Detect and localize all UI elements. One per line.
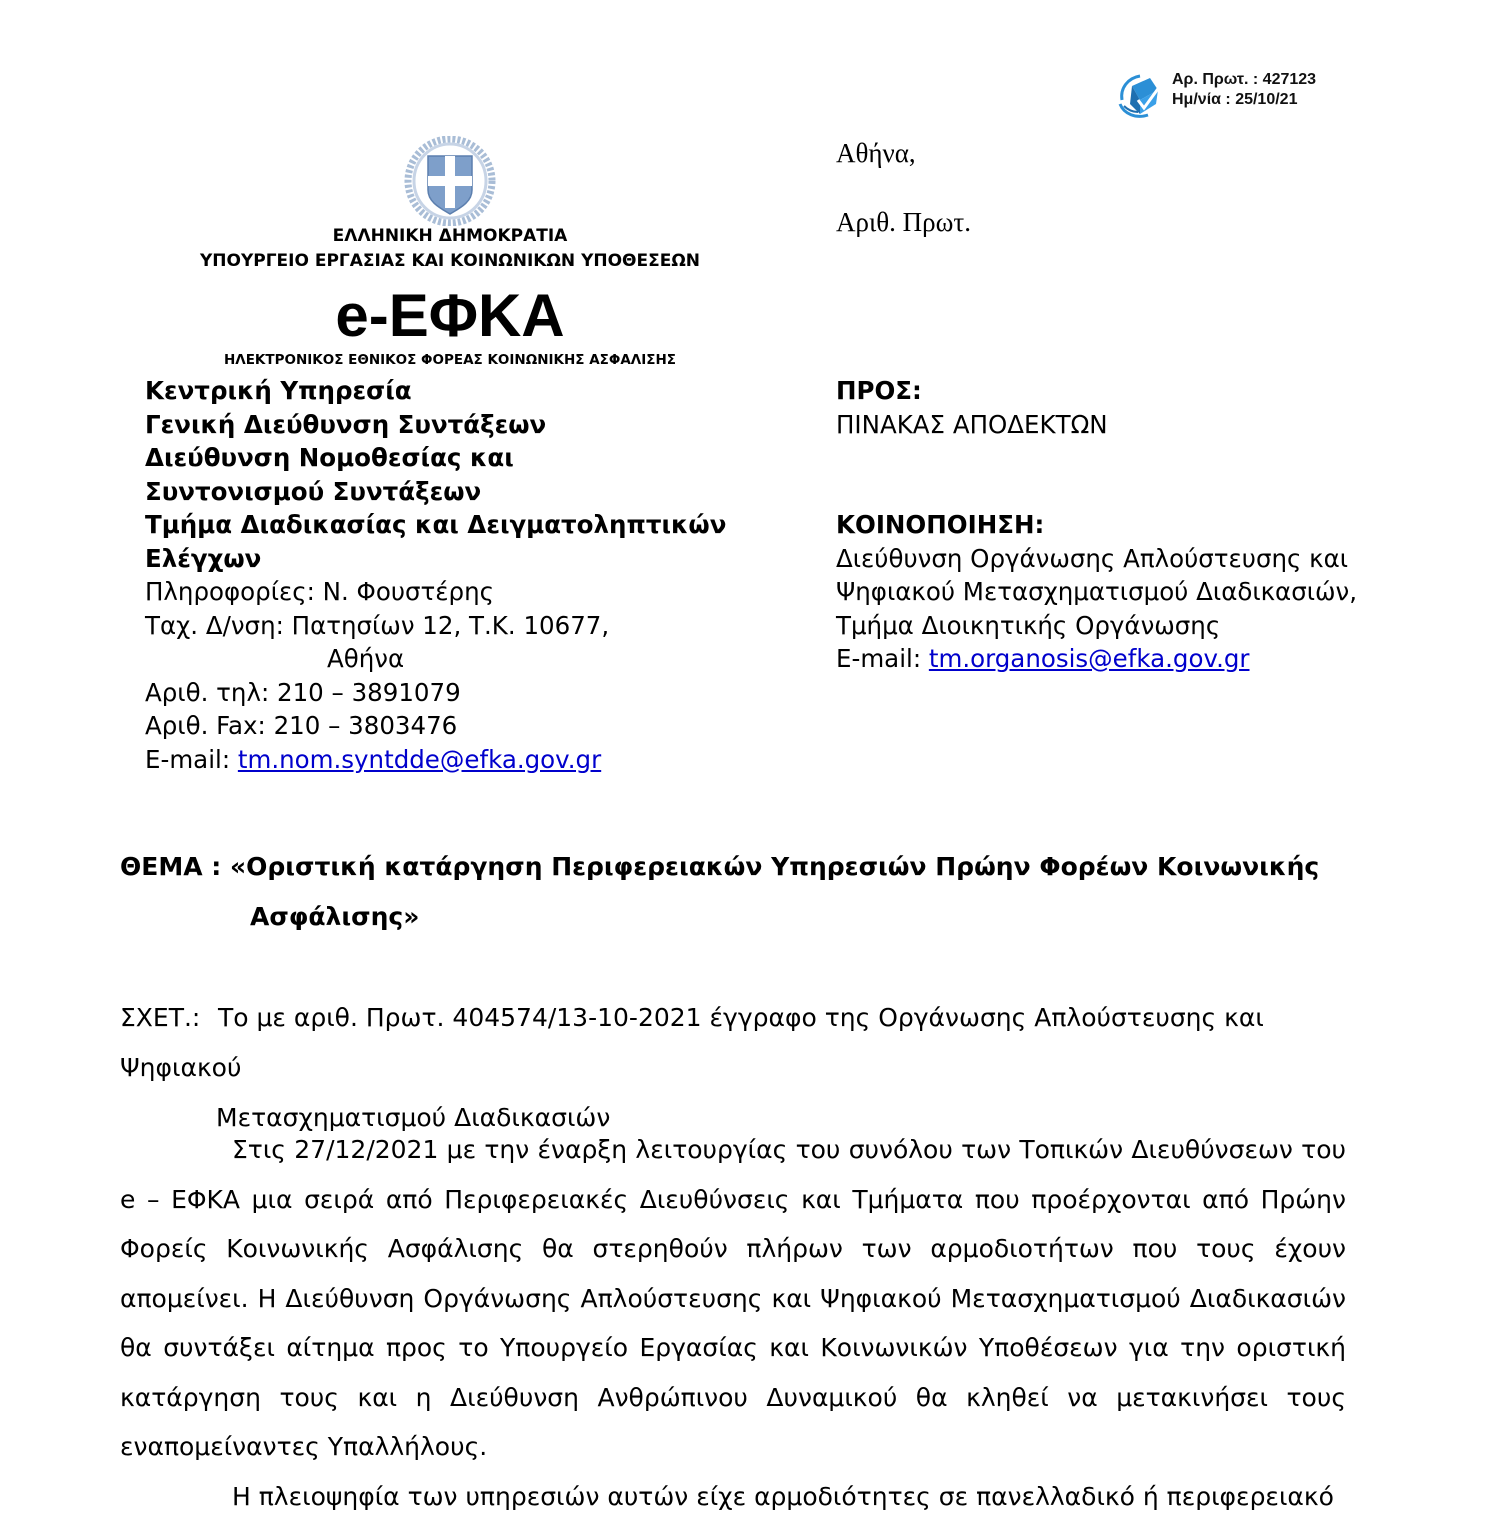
- subject-line: ΘΕΜΑ : «Οριστική κατάργηση Περιφερειακών Υπηρεσιών Πρώην Φορέων Κοινωνικής: [120, 852, 1319, 881]
- document-body: [120, 1125, 1346, 1521]
- document-reference: [120, 993, 1390, 1143]
- email-label: E-mail:: [836, 644, 929, 673]
- contact-info: Πληροφορίες: Ν. Φουστέρης: [145, 575, 609, 609]
- protocol-stamp: [1116, 68, 1376, 124]
- document-subject: [120, 842, 1380, 942]
- subject-line: Ασφάλισης»: [120, 892, 1380, 942]
- header-ministry: ΥΠΟΥΡΓΕΙΟ ΕΡΓΑΣΙΑΣ ΚΑΙ ΚΟΙΝΩΝΙΚΩΝ ΥΠΟΘΕΣΕΩΝ: [140, 251, 760, 271]
- recipients-cc: [836, 508, 1357, 676]
- contact-fax: Αριθ. Fax: 210 – 3803476: [145, 709, 609, 743]
- department-line: Διεύθυνση Νομοθεσίας και: [145, 441, 726, 475]
- to-label: ΠΡΟΣ:: [836, 374, 1108, 408]
- reference-line: Μετασχηματισμού Διαδικασιών: [120, 1093, 1390, 1143]
- department-line: Συντονισμού Συντάξεων: [145, 475, 726, 509]
- contact-email-row: [145, 743, 609, 777]
- department-line: Τμήμα Διαδικασίας και Δειγματοληπτικών: [145, 508, 726, 542]
- cc-line: Ψηφιακού Μετασχηματισμού Διαδικασιών,: [836, 575, 1357, 609]
- brand-logo-text: e-ΕΦΚΑ: [140, 278, 760, 354]
- body-paragraph-partial: Η πλειοψηφία των υπηρεσιών αυτών είχε αρμοδιότητες σε πανελλαδικό ή περιφερειακό: [120, 1472, 1346, 1521]
- department-line: Γενική Διεύθυνση Συντάξεων: [145, 408, 726, 442]
- sender-departments: [145, 374, 726, 575]
- cc-line: Τμήμα Διοικητικής Οργάνωσης: [836, 609, 1357, 643]
- reference-label: ΣΧΕΤ.:: [120, 993, 218, 1043]
- document-place: Αθήνα,: [836, 138, 916, 169]
- stamp-protocol-number: Αρ. Πρωτ. : 427123: [1172, 70, 1316, 90]
- document-protocol-number: Αριθ. Πρωτ.: [836, 207, 971, 238]
- checkmark-box-logo-icon: [1116, 70, 1164, 120]
- contact-address: Ταχ. Δ/νση: Πατησίων 12, Τ.Κ. 10677,: [145, 609, 609, 643]
- body-paragraph: Στις 27/12/2021 με την έναρξη λειτουργίας του συνόλου των Τοπικών Διευθύνσεων του e – ΕΦΚΑ μια σειρά από Περιφερειακές Διευθύνσεις και Τμήματα που προέρχονται από Πρώην Φορείς Κοινωνικής Ασφάλισης θα στερηθούν πλήρων των αρμοδιοτήτων που τους έχουν απομείνει. Η Διεύθυνση Οργάνωσης Απλούστευσης και Ψηφιακού Μετασχηματισμού Διαδικασιών θα συντάξει αίτημα προς το Υπουργείο Εργασίας και Κοινωνικών Υποθέσεων για την οριστική κατάργηση τους και η Διεύθυνση Ανθρώπινου Δυναμικού θα κληθεί να μετακινήσει τους εναπομείναντες Υπαλλήλους.: [120, 1125, 1346, 1472]
- header-agency-fullname: ΗΛΕΚΤΡΟΝΙΚΟΣ ΕΘΝΙΚΟΣ ΦΟΡΕΑΣ ΚΟΙΝΩΝΙΚΗΣ ΑΣΦΑΛΙΣΗΣ: [140, 352, 760, 368]
- department-line: Κεντρική Υπηρεσία: [145, 374, 726, 408]
- contact-phone: Αριθ. τηλ: 210 – 3891079: [145, 676, 609, 710]
- cc-line: Διεύθυνση Οργάνωσης Απλούστευσης και: [836, 542, 1357, 576]
- department-line: Ελέγχων: [145, 542, 726, 576]
- cc-label: ΚΟΙΝΟΠΟΙΗΣΗ:: [836, 508, 1357, 542]
- cc-email-row: [836, 642, 1357, 676]
- sender-email-link[interactable]: tm.nom.syntdde@efka.gov.gr: [238, 745, 601, 774]
- to-value: ΠΙΝΑΚΑΣ ΑΠΟΔΕΚΤΩΝ: [836, 408, 1108, 442]
- cc-email-link[interactable]: tm.organosis@efka.gov.gr: [929, 644, 1250, 673]
- email-label: E-mail:: [145, 745, 238, 774]
- header-republic: ΕΛΛΗΝΙΚΗ ΔΗΜΟΚΡΑΤΙΑ: [140, 226, 760, 246]
- reference-line: Το με αριθ. Πρωτ. 404574/13-10-2021 έγγραφο της Οργάνωσης Απλούστευσης και Ψηφιακού: [120, 1003, 1264, 1082]
- recipients-to: [836, 374, 1108, 441]
- stamp-date: Ημ/νία : 25/10/21: [1172, 90, 1316, 110]
- contact-city: Αθήνα: [145, 642, 609, 676]
- greek-coat-of-arms-icon: [404, 136, 496, 226]
- sender-contact: [145, 575, 609, 776]
